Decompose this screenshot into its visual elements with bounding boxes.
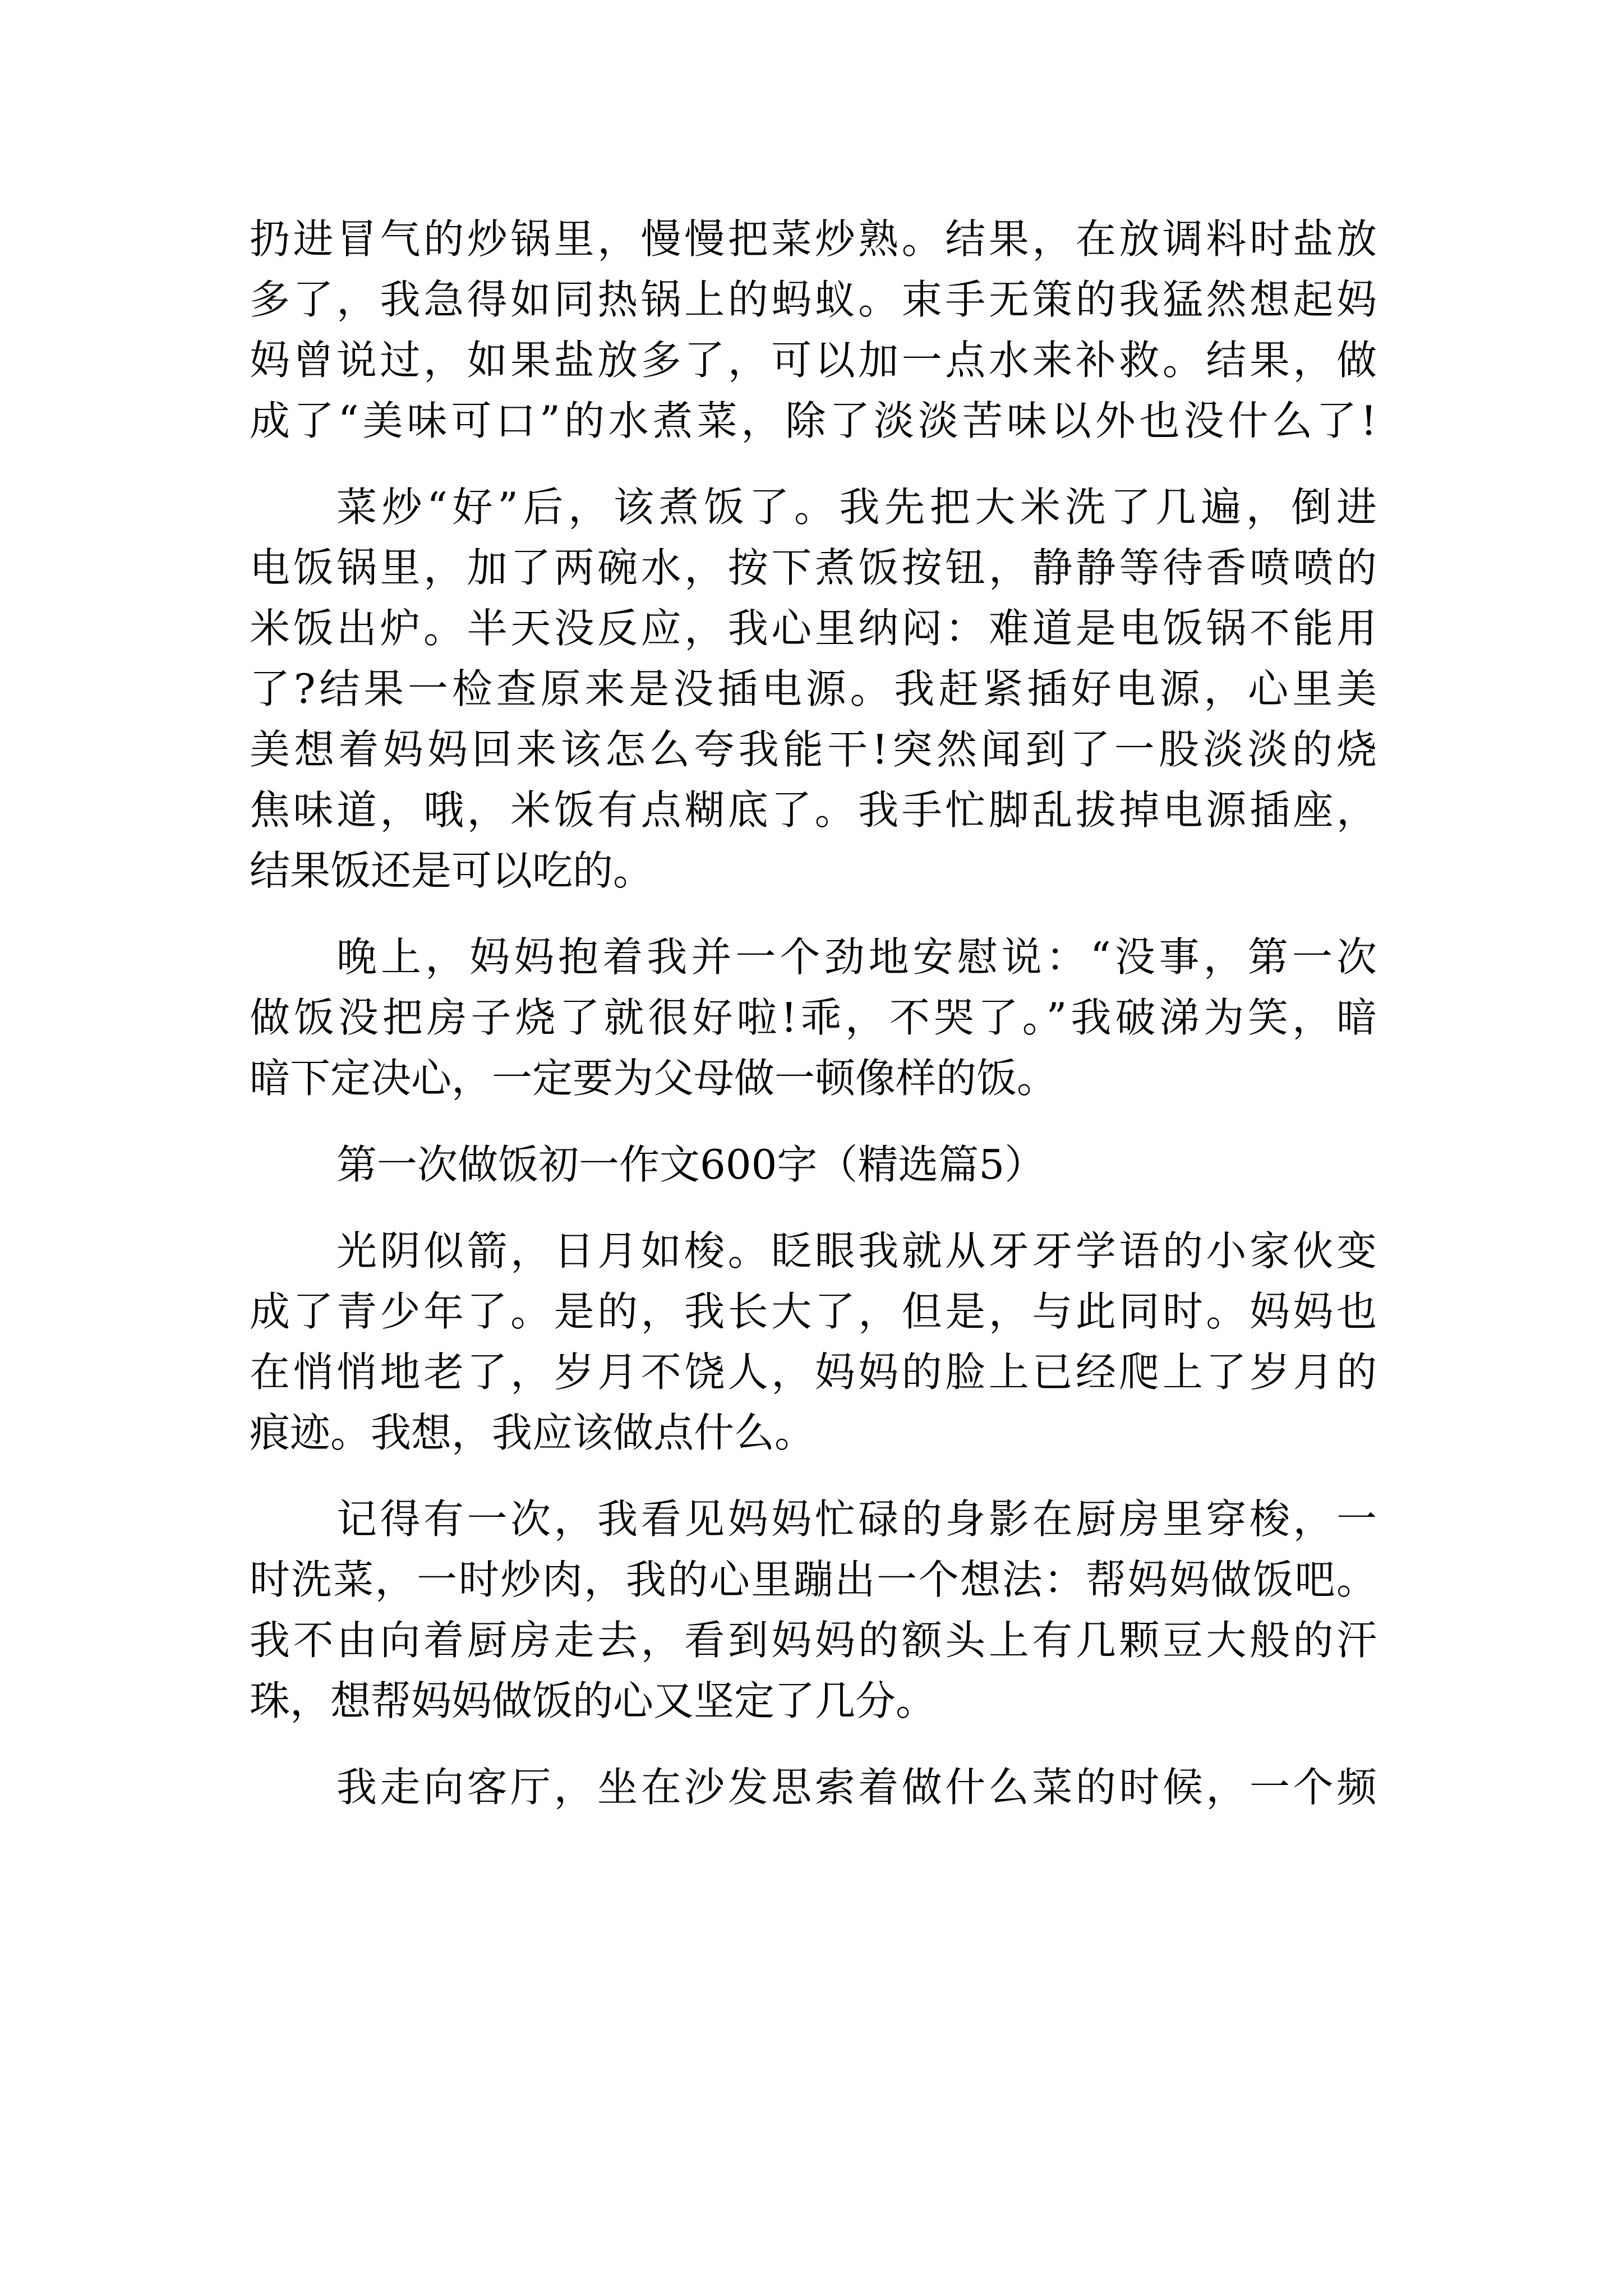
paragraph-line: 成了青少年了。是的，我长大了，但是，与此同时。妈妈也 bbox=[250, 1288, 1377, 1335]
paragraph-line: 我不由向着厨房走去，看到妈妈的额头上有几颗豆大般的汗 bbox=[250, 1617, 1377, 1664]
paragraph-line: 电饭锅里，加了两碗水，按下煮饭按钮，静静等待香喷喷的 bbox=[250, 544, 1377, 591]
section-heading: 第一次做饭初一作文600字（精选篇5） bbox=[336, 1141, 1045, 1188]
paragraph-line: 焦味道，哦，米饭有点糊底了。我手忙脚乱拔掉电源插座， bbox=[250, 786, 1377, 834]
paragraph-line: 多了，我急得如同热锅上的蚂蚁。束手无策的我猛然想起妈 bbox=[250, 276, 1377, 323]
paragraph-line: 痕迹。我想，我应该做点什么。 bbox=[250, 1409, 815, 1456]
paragraph-line: 做饭没把房子烧了就很好啦!乖，不哭了。”我破涕为笑，暗 bbox=[250, 994, 1377, 1041]
paragraph-line: 在悄悄地老了，岁月不饶人，妈妈的脸上已经爬上了岁月的 bbox=[250, 1349, 1377, 1396]
paragraph-line: 珠，想帮妈妈做饭的心又坚定了几分。 bbox=[250, 1677, 937, 1724]
paragraph-line: 晚上，妈妈抱着我并一个劲地安慰说：“没事，第一次 bbox=[336, 933, 1377, 981]
paragraph-line: 菜炒“好”后，该煮饭了。我先把大米洗了几遍，倒进 bbox=[336, 484, 1377, 531]
paragraph-line: 结果饭还是可以吃的。 bbox=[250, 847, 654, 894]
paragraph-line: 扔进冒气的炒锅里，慢慢把菜炒熟。结果，在放调料时盐放 bbox=[250, 215, 1377, 263]
paragraph-line: 美想着妈妈回来该怎么夸我能干!突然闻到了一股淡淡的烧 bbox=[250, 726, 1377, 773]
paragraph-line: 米饭出炉。半天没反应，我心里纳闷：难道是电饭锅不能用 bbox=[250, 605, 1377, 652]
paragraph-line: 了?结果一检查原来是没插电源。我赶紧插好电源，心里美 bbox=[250, 665, 1377, 712]
paragraph-line: 我走向客厅，坐在沙发思索着做什么菜的时候，一个频 bbox=[336, 1764, 1377, 1811]
paragraph-line: 记得有一次，我看见妈妈忙碌的身影在厨房里穿梭，一 bbox=[336, 1496, 1377, 1543]
paragraph-line: 光阴似箭，日月如梭。眨眼我就从牙牙学语的小家伙变 bbox=[336, 1227, 1377, 1274]
paragraph-line: 成了“美味可口”的水煮菜，除了淡淡苦味以外也没什么了! bbox=[250, 397, 1377, 444]
essay-body bbox=[250, 209, 1377, 1818]
paragraph-line: 时洗菜，一时炒肉，我的心里蹦出一个想法：帮妈妈做饭吧。 bbox=[250, 1556, 1377, 1603]
paragraph-line: 妈曾说过，如果盐放多了，可以加一点水来补救。结果，做 bbox=[250, 337, 1377, 384]
paragraph-line: 暗下定决心，一定要为父母做一顿像样的饭。 bbox=[250, 1055, 1058, 1102]
